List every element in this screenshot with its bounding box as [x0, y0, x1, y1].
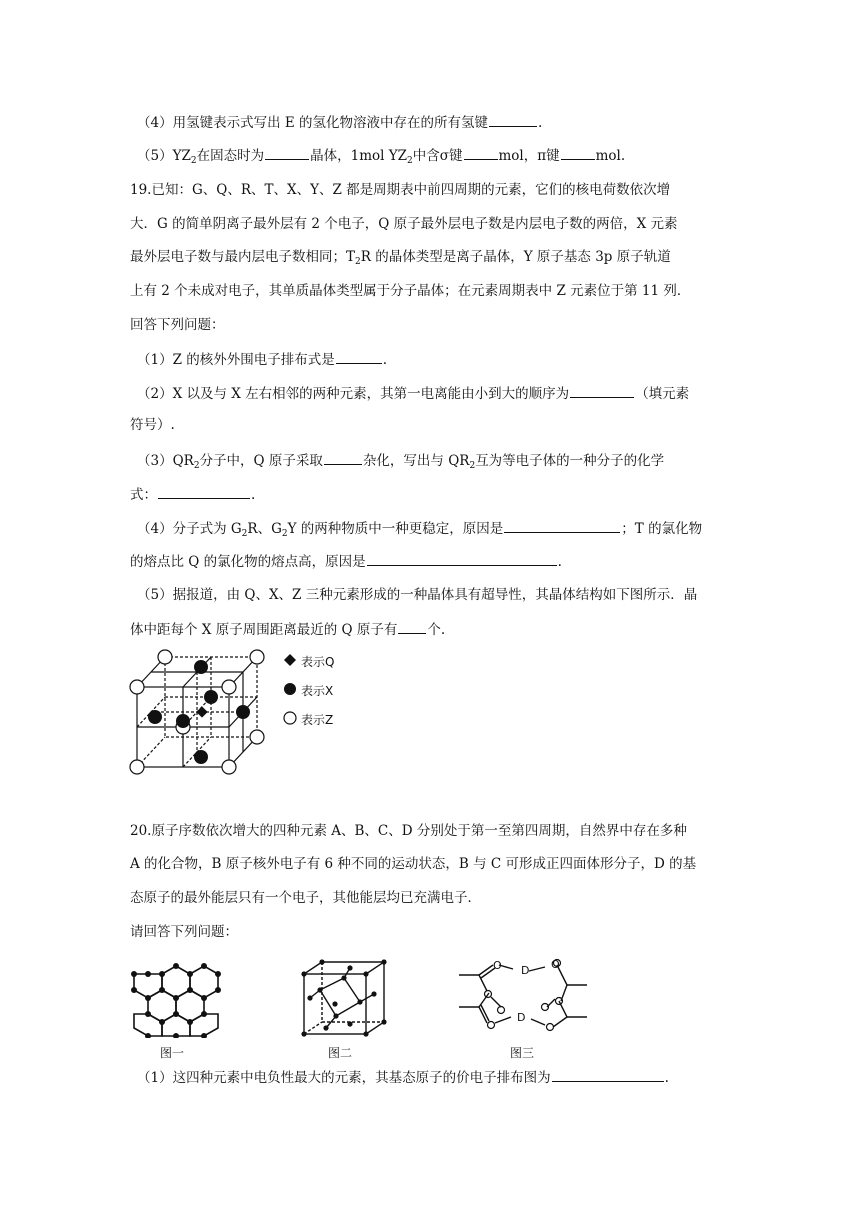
answer-blank[interactable]: [265, 146, 309, 160]
z-atom: [130, 680, 144, 694]
z-atom: [222, 760, 236, 774]
q20-stem-line4: 请回答下列问题：: [130, 924, 238, 940]
q19-stem-line5: 回答下列问题：: [130, 317, 225, 333]
answer-blank[interactable]: [552, 1068, 664, 1082]
legend-x: 表示X: [301, 684, 334, 698]
z-atom: [130, 760, 144, 774]
answer-blank[interactable]: [324, 451, 362, 465]
answer-blank[interactable]: [489, 113, 537, 127]
q19-stem-line1: 19.已知：G、Q、R、T、X、Y、Z 都是周期表中前四周期的元素，它们的核电荷数依次增: [130, 182, 671, 198]
q19-stem-line3: 最外层电子数与最内层电子数相同；$T_2R$ 的晶体类型是离子晶体，Y 原子基态 3p 原子轨道: [130, 249, 671, 267]
q20-sub1: （1）这四种元素中电负性最大的元素，其基态原子的价电子排布图为 .: [137, 1070, 669, 1086]
figure1-honeycomb: [130, 958, 222, 1038]
x-atom: [194, 660, 208, 674]
x-atom: [148, 710, 162, 724]
answer-blank[interactable]: [398, 620, 426, 634]
q19-sub2-cont: 符号）.: [130, 417, 175, 433]
answer-blank[interactable]: [158, 485, 250, 499]
x-atom: [204, 690, 218, 704]
q19-sub3-cont: 式： .: [130, 487, 256, 503]
answer-blank[interactable]: [464, 146, 498, 160]
q19-sub5-cont: 体中距每个 X 原子周围距离最近的 Q 原子有 个.: [130, 622, 446, 638]
figure1-caption: 图一: [160, 1046, 185, 1060]
z-atom: [158, 650, 172, 664]
o-atom-label: O: [551, 958, 560, 971]
answer-blank[interactable]: [561, 146, 595, 160]
figure3-caption: 图三: [510, 1046, 535, 1060]
q20-stem-line3: 态原子的最外能层只有一个电子，其他能层均已充满电子．: [130, 890, 481, 906]
x-atom: [176, 714, 190, 728]
q19-sub5: （5）据报道，由 Q、X、Z 三种元素形成的一种晶体具有超导性，其晶体结构如下图所示．晶: [137, 587, 698, 603]
figure2-caption: 图二: [328, 1046, 353, 1060]
x-atom: [236, 705, 250, 719]
q-atom: [196, 706, 207, 717]
legend-z: 表示Z: [301, 713, 334, 727]
q19-sub2: （2）X 以及与 X 左右相邻的两种元素，其第一电离能由小到大的顺序为 （填元素: [137, 386, 690, 402]
q19-sub1: （1）Z 的核外外围电子排布式是 .: [137, 352, 388, 368]
open-circle-icon: [283, 711, 297, 725]
x-atom: [194, 750, 208, 764]
q19-sub4: （4）分子式为 $G_2R$、$G_2Y$ 的两种物质中一种更稳定，原因是 ；T 的氯化物: [137, 521, 703, 539]
answer-blank[interactable]: [570, 384, 634, 398]
q20-stem-line2: A 的化合物，B 原子核外电子有 6 种不同的运动状态，B 与 C 可形成正四面体形分子，D 的基: [130, 856, 697, 872]
d-atom-label: D: [521, 964, 530, 977]
diamond-icon: [283, 653, 297, 667]
z-atom: [222, 680, 236, 694]
q19-stem-line2: 大．G 的简单阴离子最外层有 2 个电子，Q 原子最外层电子数是内层电子数的两倍，X 元素: [130, 216, 678, 232]
answer-blank[interactable]: [504, 519, 620, 533]
q18-sub4: （4）用氢键表示式写出 E 的氢化物溶液中存在的所有氢键 .: [137, 115, 543, 131]
d-atom-label: D: [517, 1011, 526, 1024]
crystal-structure-figure: [125, 645, 275, 780]
z-atom: [250, 730, 264, 744]
answer-blank[interactable]: [336, 350, 382, 364]
figure2-crystal-cell: [300, 958, 390, 1038]
q18-sub5: $(5)YZ_2$在固态时为 晶体，1mol $YZ_2$中含σ键 mol，π键 mol.: [137, 148, 626, 166]
q19-sub3: $(3)QR_2$分子中，Q 原子采取 杂化，写出与 $QR_2$互为等电子体的一种分子的化学: [137, 453, 665, 471]
answer-blank[interactable]: [367, 552, 557, 566]
q19-stem-line4: 上有 2 个未成对电子，其单质晶体类型属于分子晶体；在元素周期表中 Z 元素位于第 11 列．: [130, 283, 691, 299]
q20-stem-line1: 20.原子序数依次增大的四种元素 A、B、C、D 分别处于第一至第四周期，自然界中存在多种: [130, 823, 687, 839]
o-atom-label: O: [493, 959, 502, 972]
figure3-dimer-structure: [455, 955, 595, 1039]
q19-sub4-cont: 的熔点比 Q 的氯化物的熔点高，原因是 .: [130, 554, 562, 570]
z-atom: [250, 650, 264, 664]
filled-circle-icon: [283, 682, 297, 696]
legend-q: 表示Q: [301, 655, 335, 669]
